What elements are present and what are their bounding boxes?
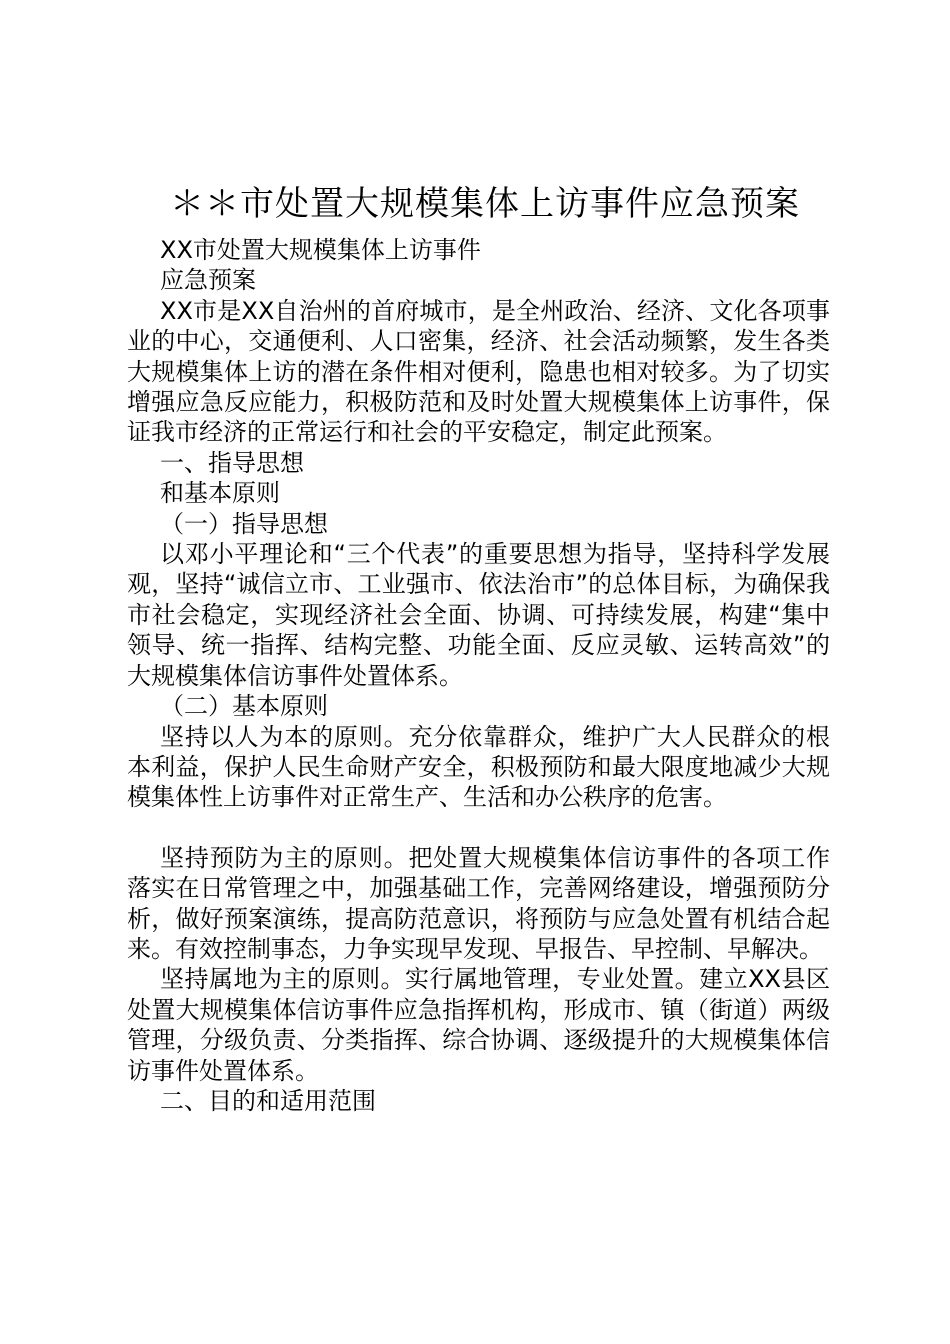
guiding-thought-paragraph: 以邓小平理论和“三个代表”的重要思想为指导，坚持科学发展观，坚持“诚信立市、工业强市、依法治市”的总体目标，为确保我市社会稳定，实现经济社会全面、协调、可持续发展，构建“集中领导、统一指挥、结构完整、功能全面、反应灵敏、运转高效”的大规模集体信访事件处置体系。 [127,540,830,690]
principle-territorial-paragraph: 坚持属地为主的原则。实行属地管理，专业处置。建立XX县区处置大规模集体信访事件应急指挥机构，形成市、镇（街道）两级管理，分级负责、分类指挥、综合协调、逐级提升的大规模集体信访事件处置体系。 [127,965,830,1085]
intro-paragraph: XX市是XX自治州的首府城市，是全州政治、经济、文化各项事业的中心，交通便利、人口密集，经济、社会活动频繁，发生各类大规模集体上访的潜在条件相对便利，隐患也相对较多。为了切实增强应急反应能力，积极防范和及时处置大规模集体上访事件，保证我市经济的正常运行和社会的平安稳定，制定此预案。 [127,296,830,447]
document-title: ＊＊市处置大规模集体上访事件应急预案 [170,184,800,224]
subsection-heading-2: （二）基本原则 [160,692,328,721]
principle-prevention-paragraph: 坚持预防为主的原则。把处置大规模集体信访事件的各项工作落实在日常管理之中，加强基础工作，完善网络建设，增强预防分析，做好预案演练，提高防范意识，将预防与应急处置有机结合起来。有效控制事态，力争实现早发现、早报告、早控制、早解决。 [127,843,830,963]
subtitle-line-1: XX市处置大规模集体上访事件 [160,236,481,264]
subsection-heading-1: （一）指导思想 [160,509,328,538]
section-heading-1: 一、指导思想 [160,448,304,477]
section-heading-2: 二、目的和适用范围 [160,1086,376,1115]
document-body [127,235,830,1116]
subtitle-line-2: 应急预案 [160,266,256,295]
principle-people-paragraph: 坚持以人为本的原则。充分依靠群众，维护广大人民群众的根本利益，保护人民生命财产安全，积极预防和最大限度地减少大规模集体性上访事件对正常生产、生活和办公秩序的危害。 [127,722,830,812]
section-heading-1-cont: 和基本原则 [160,479,280,508]
